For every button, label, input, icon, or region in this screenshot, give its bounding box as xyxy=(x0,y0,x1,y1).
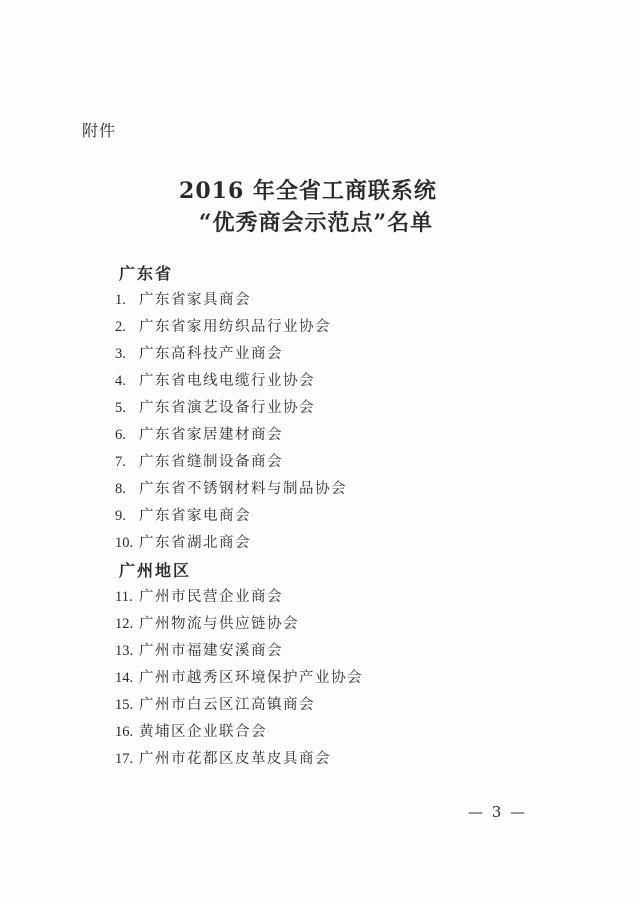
item-number: 14. xyxy=(115,670,134,686)
item-name: 广东省演艺设备行业协会 xyxy=(139,400,315,416)
item-name: 广东省家用纺织品行业协会 xyxy=(139,319,331,335)
item-number: 4. xyxy=(115,373,126,389)
item-number: 7. xyxy=(115,454,126,470)
item-number: 15. xyxy=(115,697,134,713)
list-item xyxy=(115,692,363,719)
organization-list xyxy=(115,260,363,773)
item-name: 广州市白云区江高镇商会 xyxy=(139,697,315,713)
list-item xyxy=(115,314,363,341)
item-name: 广州市福建安溪商会 xyxy=(139,643,283,659)
item-number: 8. xyxy=(115,481,126,497)
item-name: 广东省电线电缆行业协会 xyxy=(139,373,315,389)
list-item xyxy=(115,503,363,530)
list-item xyxy=(115,719,363,746)
section-heading-guangdong: 广东省 xyxy=(119,264,174,283)
item-name: 广州市民营企业商会 xyxy=(139,589,283,605)
item-number: 1. xyxy=(115,292,126,308)
item-name: 广州市花都区皮革皮具商会 xyxy=(139,751,331,767)
list-item xyxy=(115,449,363,476)
item-name: 广州市越秀区环境保护产业协会 xyxy=(139,670,363,686)
list-item xyxy=(115,287,363,314)
item-number: 6. xyxy=(115,427,126,443)
list-item xyxy=(115,341,363,368)
item-number: 17. xyxy=(115,751,134,767)
item-name: 广东省家具商会 xyxy=(139,292,251,308)
list-item xyxy=(115,395,363,422)
item-number: 9. xyxy=(115,508,126,524)
item-number: 13. xyxy=(115,643,134,659)
section-heading-guangzhou: 广州地区 xyxy=(119,561,192,580)
item-name: 广东省家居建材商会 xyxy=(139,427,283,443)
item-name: 广东高科技产业商会 xyxy=(139,346,283,362)
list-item xyxy=(115,638,363,665)
attachment-label: 附件 xyxy=(82,121,117,140)
item-number: 12. xyxy=(115,616,134,632)
document-title-line-1: 2016 年全省工商联系统 xyxy=(179,178,437,204)
list-item xyxy=(115,746,363,773)
item-number: 11. xyxy=(115,589,133,605)
item-number: 2. xyxy=(115,319,126,335)
list-item xyxy=(115,584,363,611)
item-name: 广东省缝制设备商会 xyxy=(139,454,283,470)
list-item xyxy=(115,476,363,503)
item-name: 广东省不锈钢材料与制品协会 xyxy=(139,481,347,497)
item-name: 广东省家电商会 xyxy=(139,508,251,524)
item-number: 3. xyxy=(115,346,126,362)
list-item xyxy=(115,368,363,395)
item-number: 16. xyxy=(115,724,134,740)
document-title-line-2: “优秀商会示范点”名单 xyxy=(198,210,434,236)
list-item xyxy=(115,422,363,449)
item-name: 广东省湖北商会 xyxy=(139,535,251,551)
list-item xyxy=(115,611,363,638)
item-name: 广州物流与供应链协会 xyxy=(139,616,299,632)
page-number: — 3 — xyxy=(468,803,528,821)
item-name: 黄埔区企业联合会 xyxy=(139,724,267,740)
list-item xyxy=(115,665,363,692)
item-number: 5. xyxy=(115,400,126,416)
list-item xyxy=(115,530,363,557)
item-number: 10. xyxy=(115,535,134,551)
